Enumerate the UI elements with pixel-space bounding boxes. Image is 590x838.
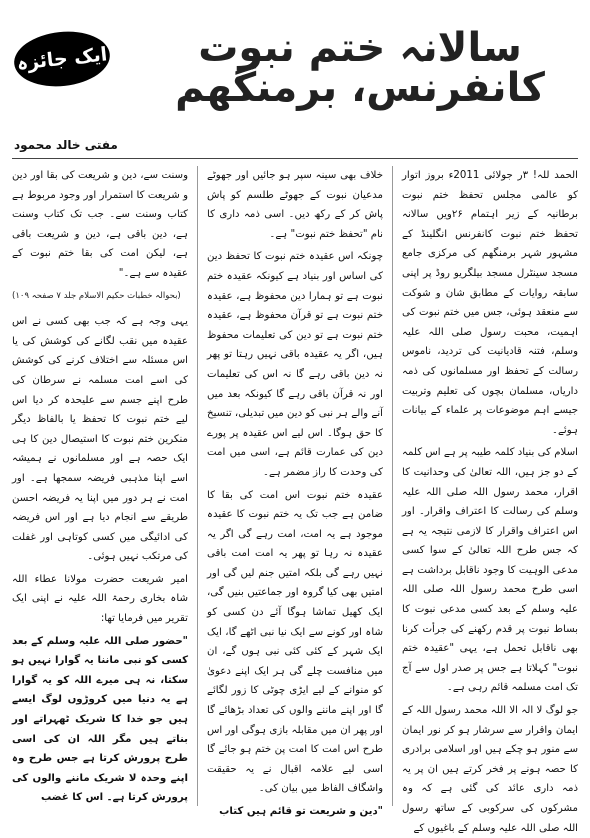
quote-start: "دین و شریعت تو قائم ہیں کتاب bbox=[219, 806, 383, 817]
column-divider bbox=[197, 166, 198, 806]
paragraph: عقیدہ ختم نبوت اس امت کی بقا کا ضامن ہے جب تک یہ ختم نبوت کا عقیدہ موجود ہے یہ امت، امت رہے گی اگر یہ عقیدہ نہ رہا تو پھر یہ امت امت باقی نہیں رہے گی بلکہ امتیں جنم لیں گی اور امتیں بھی کیا گروہ اور جماعتیں بنیں گی، ایک کھیل تماشا ہوگا آئے دن کسی کو شاہ اور کونے سے ایک نیا نبی اٹھے گا، ایک ایک شہر کے کئی کئی نبی ہوں گے، ان میں منافست چلے گی ہر ایک اپنے دعویٰ کو منوانے کے لیے ایڑی چوٹی کا زور لگائے گا اور اپنے ماننے والوں کی تعداد بڑھائے گا اور پھر ان میں مقابلہ بازی ہوگی اور اس طرح اس امت کا امت پن ختم ہو جائے گا اسی لیے علامہ اقبال نے یہ حقیقت واشگاف الفاظ میں بیان کی۔ bbox=[207, 489, 383, 795]
headline: سالانہ ختم نبوت کانفرنس، برمنگھم bbox=[175, 25, 545, 111]
column-left bbox=[12, 166, 188, 806]
paragraph: چونکہ اس عقیدہ ختم نبوت کا تحفظ دین کی اساس اور بنیاد ہے کیونکہ عقیدہ ختم نبوت ہے تو ہمارا دین محفوظ ہے، عقیدہ ختم نبوت ہے تو قرآن محفوظ ہے، عقیدہ ختم نبوت ہے تو دین کی تعلیمات محفوظ ہیں، اگر یہ عقیدہ باقی نہیں رہتا تو پھر نہ دین باقی رہے گا نہ اس کی تعلیمات اور نہ قرآن باقی رہے گا کیونکہ بعد میں آنے والے ہر نبی کو دین میں تبدیلی، تنسیخ کا حق ہوگا۔ اس لیے اس عقیدہ پر پورے دین کی عمارت قائم ہے، اسی میں امت کی وحدت کا راز مضمر ہے۔ bbox=[207, 251, 383, 478]
paragraph: یہی وجہ ہے کہ جب بھی کسی نے اس عقیدہ میں نقب لگانے کی کوشش کی یا اس مسئلہ سے اختلاف کرنے کی کوشش کی اسے امت مسلمہ نے سرطان کی طرح اپنے جسم سے علیحدہ کر دیا اس لیے ختم نبوت کا تحفظ یا بالفاظ دیگر منکرین ختم نبوت کا استیصال دین کا ہی ایک حصہ ہے اور مسلمانوں نے ہمیشہ اسے اپنا مذہبی فریضہ سمجھا ہے۔ اور امت نے ہر دور میں اپنا یہ فریضہ احسن طریقے سے انجام دیا ہے اور اس فریضہ کی ادائیگی میں کسی کوتاہی اور غفلت کی مرتکب نہیں ہوئی۔ bbox=[12, 316, 188, 563]
paragraph: امیر شریعت حضرت مولانا عطاء اللہ شاہ بخاری رحمۃ اللہ علیہ نے اپنی ایک تقریر میں فرمایا تھا: bbox=[12, 573, 188, 625]
article-columns bbox=[12, 166, 578, 834]
paragraph: اسلام کی بنیاد کلمہ طیبہ پر ہے اس کلمہ کے دو جز ہیں، اللہ تعالیٰ کی وحدانیت کا اقرار، محمد رسول اللہ صلی اللہ علیہ وسلم کی رسالت کا اعتراف واقرار۔ اور اس اعتراف واقرار کا لازمی نتیجہ یہ ہے کہ جس طرح اللہ تعالیٰ کے سوا کسی مدعی الوہیت کا وجود ناقابل برداشت ہے اسی طرح محمد رسول اللہ صلی اللہ علیہ وسلم کے بعد کسی مدعی نبوت کا بساط نبوت پر قدم رکھنے کی جرأت کرنا بھی ناقابل تحمل ہے، یہی "عقیدہ ختم نبوت" کہلاتا ہے جس پر صدر اول سے آج تک امت مسلمہ قائم رہی ہے۔ bbox=[402, 447, 578, 694]
paragraph: وسنت سے، دین و شریعت کی بقا اور دین و شریعت کا استمرار اور وجود مربوط ہے کتاب وسنت سے۔ جب تک کتاب وسنت ہے، دین باقی ہے، دین و شریعت باقی ہے، لیکن امت کی بقا ختم نبوت کے عقیدہ سے ہے۔" bbox=[12, 170, 188, 279]
column-right bbox=[402, 166, 578, 834]
author-byline: مفتی خالد محمود bbox=[14, 138, 118, 152]
article-header bbox=[0, 0, 590, 152]
paragraph: الحمد للہ! ۳ر جولائی 2011ء بروز اتوار کو عالمی مجلس تحفظ ختم نبوت برطانیہ کے زیر اہتمام ۲۶ویں سالانہ تحفظ ختم نبوت کانفرنس انگلینڈ کے مشہور شہر برمنگھم کی مرکزی جامع مسجد سینٹرل مسجد بیلگریو روڈ پر اپنی سابقہ روایات کے مطابق شان و شوکت سے منعقد ہوئی، جس میں ختم نبوت کی اہمیت، محبت رسول صلی اللہ علیہ وسلم، فتنہ قادیانیت کی تردید، ناموس رسالت کے تحفظ اور مسلمانوں کی ذمہ داریاں، مسلمان بچوں کی تعلیم وتربیت جیسے اہم موضوعات پر علماء کے بیانات ہوئے۔ bbox=[402, 170, 578, 436]
section-badge: ایک جائزہ bbox=[11, 27, 112, 91]
paragraph: جو لوگ لا الہ الا اللہ محمد رسول اللہ کے ایمان واقرار سے سرشار ہو کر نور ایمان سے منور ہو چکے ہیں اور اسلامی برادری کا حصہ ہونے پر فخر کرتے ہیں ان پر یہ ذمہ داری عائد کی گئی ہے کہ وہ مشرکوں کی سرکوبی کے ساتھ رسول اللہ صلی اللہ علیہ وسلم کے باغیوں کے bbox=[402, 705, 578, 834]
block-quote: "حضور صلی اللہ علیہ وسلم کے بعد کسی کو نبی ماننا یہ گوارا نہیں ہو سکتا، نہ ہی میرے اللہ کو یہ گوارا ہے یہ دنیا میں کروڑوں لوگ ایسے ہیں جو خدا کا شریک ٹھہراتے اور بناتے ہیں مگر اللہ ان کی اسی طرح پرورش کرتا ہے جس طرح وہ اپنے وحدہ لا شریک ماننے والوں کی پرورش کرتا ہے۔ اس کا غضب bbox=[12, 635, 188, 804]
header-divider bbox=[12, 158, 578, 159]
column-middle bbox=[207, 166, 383, 817]
column-divider bbox=[392, 166, 393, 806]
paragraph: خلاف بھی سینہ سپر ہو جائیں اور جھوٹے مدعیان نبوت کے جھوٹے طلسم کو پاش پاش کر کے رکھ دیں۔ اسی ذمہ داری کا نام "تحفظ ختم نبوت" ہے۔ bbox=[207, 170, 383, 240]
citation: (بحوالہ خطبات حکیم الاسلام جلد ۷ صفحہ ۱۰۹) bbox=[12, 290, 181, 301]
